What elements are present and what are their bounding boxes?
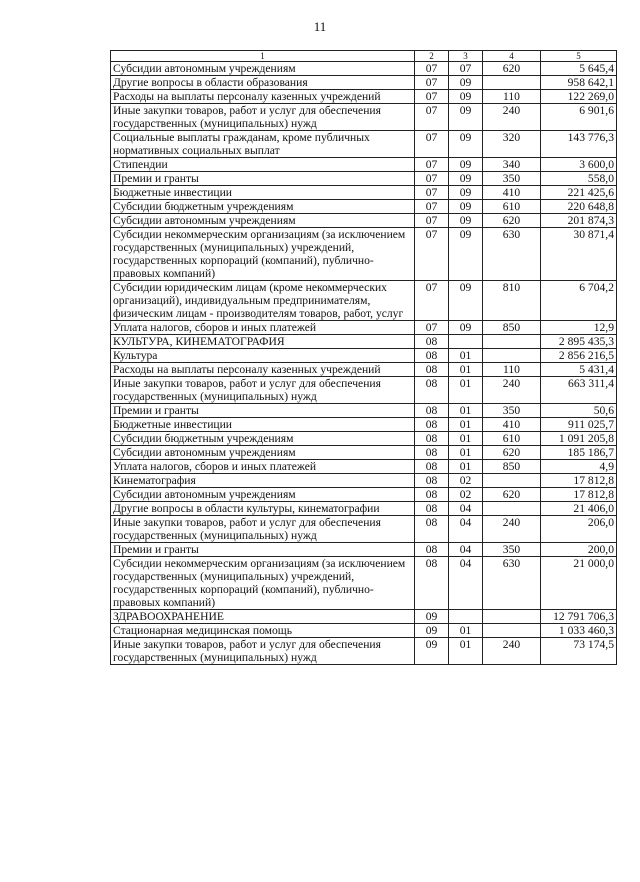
section-code: 09 — [415, 610, 449, 624]
amount: 201 874,3 — [541, 214, 617, 228]
subsection-code: 01 — [449, 432, 483, 446]
table-row — [111, 460, 617, 474]
item-name: Уплата налогов, сборов и иных платежей — [111, 460, 415, 474]
amount: 2 856 216,5 — [541, 349, 617, 363]
subsection-code: 01 — [449, 377, 483, 404]
budget-table-body — [111, 51, 617, 665]
subsection-code: 04 — [449, 557, 483, 610]
item-name: Другие вопросы в области культуры, кинематографии — [111, 502, 415, 516]
expense-type-code: 240 — [483, 638, 541, 665]
section-code: 07 — [415, 214, 449, 228]
section-code: 07 — [415, 228, 449, 281]
table-row — [111, 172, 617, 186]
table-row — [111, 516, 617, 543]
table-row — [111, 610, 617, 624]
subsection-code — [449, 610, 483, 624]
section-code: 09 — [415, 638, 449, 665]
expense-type-code — [483, 624, 541, 638]
table-row — [111, 638, 617, 665]
table-row — [111, 377, 617, 404]
item-name: Иные закупки товаров, работ и услуг для обеспечения государственных (муниципальных) нужд — [111, 638, 415, 665]
column-number-row — [111, 51, 617, 62]
table-row — [111, 104, 617, 131]
item-name: Бюджетные инвестиции — [111, 418, 415, 432]
item-name: Иные закупки товаров, работ и услуг для обеспечения государственных (муниципальных) нужд — [111, 377, 415, 404]
item-name: Другие вопросы в области образования — [111, 76, 415, 90]
amount: 12 791 706,3 — [541, 610, 617, 624]
subsection-code: 04 — [449, 543, 483, 557]
subsection-code: 01 — [449, 404, 483, 418]
section-code: 08 — [415, 335, 449, 349]
amount: 4,9 — [541, 460, 617, 474]
item-name: Стационарная медицинская помощь — [111, 624, 415, 638]
expense-type-code — [483, 474, 541, 488]
item-name: Субсидии некоммерческим организациям (за исключением государственных (муниципальных) учреждений, государственных корпораций (компаний), публично-правовых компаний) — [111, 228, 415, 281]
column-number-4: 4 — [483, 51, 541, 62]
expense-type-code: 110 — [483, 90, 541, 104]
expense-type-code: 350 — [483, 172, 541, 186]
subsection-code: 09 — [449, 186, 483, 200]
section-code: 08 — [415, 363, 449, 377]
item-name: Уплата налогов, сборов и иных платежей — [111, 321, 415, 335]
table-row — [111, 214, 617, 228]
table-row — [111, 474, 617, 488]
table-row — [111, 404, 617, 418]
table-row — [111, 76, 617, 90]
section-code: 07 — [415, 62, 449, 76]
item-name: Бюджетные инвестиции — [111, 186, 415, 200]
expense-type-code: 630 — [483, 557, 541, 610]
subsection-code: 01 — [449, 418, 483, 432]
subsection-code: 01 — [449, 349, 483, 363]
amount: 2 895 435,3 — [541, 335, 617, 349]
section-code: 07 — [415, 186, 449, 200]
table-row — [111, 158, 617, 172]
section-code: 08 — [415, 404, 449, 418]
amount: 1 091 205,8 — [541, 432, 617, 446]
expense-type-code: 620 — [483, 446, 541, 460]
expense-type-code — [483, 335, 541, 349]
subsection-code: 04 — [449, 516, 483, 543]
amount: 21 000,0 — [541, 557, 617, 610]
expense-type-code: 810 — [483, 281, 541, 321]
expense-type-code: 630 — [483, 228, 541, 281]
amount: 122 269,0 — [541, 90, 617, 104]
subsection-code: 04 — [449, 502, 483, 516]
subsection-code: 01 — [449, 460, 483, 474]
table-row — [111, 131, 617, 158]
subsection-code: 09 — [449, 281, 483, 321]
item-name: КУЛЬТУРА, КИНЕМАТОГРАФИЯ — [111, 335, 415, 349]
amount: 6 901,6 — [541, 104, 617, 131]
section-code: 08 — [415, 502, 449, 516]
item-name: Иные закупки товаров, работ и услуг для обеспечения государственных (муниципальных) нужд — [111, 104, 415, 131]
item-name: Стипендии — [111, 158, 415, 172]
subsection-code: 02 — [449, 488, 483, 502]
item-name: Премии и гранты — [111, 404, 415, 418]
amount: 200,0 — [541, 543, 617, 557]
section-code: 07 — [415, 104, 449, 131]
table-row — [111, 349, 617, 363]
expense-type-code: 240 — [483, 104, 541, 131]
expense-type-code: 240 — [483, 516, 541, 543]
subsection-code — [449, 335, 483, 349]
expense-type-code: 240 — [483, 377, 541, 404]
expense-type-code: 410 — [483, 186, 541, 200]
amount: 663 311,4 — [541, 377, 617, 404]
section-code: 08 — [415, 349, 449, 363]
expense-type-code: 350 — [483, 543, 541, 557]
item-name: Социальные выплаты гражданам, кроме публичных нормативных социальных выплат — [111, 131, 415, 158]
table-row — [111, 281, 617, 321]
section-code: 08 — [415, 516, 449, 543]
section-code: 07 — [415, 281, 449, 321]
section-code: 08 — [415, 460, 449, 474]
section-code: 07 — [415, 200, 449, 214]
subsection-code: 09 — [449, 131, 483, 158]
table-row — [111, 418, 617, 432]
section-code: 08 — [415, 432, 449, 446]
item-name: Субсидии некоммерческим организациям (за исключением государственных (муниципальных) учреждений, государственных корпораций (компаний), публично-правовых компаний) — [111, 557, 415, 610]
section-code: 09 — [415, 624, 449, 638]
subsection-code: 01 — [449, 446, 483, 460]
amount: 185 186,7 — [541, 446, 617, 460]
amount: 1 033 460,3 — [541, 624, 617, 638]
column-number-2: 2 — [415, 51, 449, 62]
item-name: Премии и гранты — [111, 172, 415, 186]
item-name: Субсидии бюджетным учреждениям — [111, 200, 415, 214]
amount: 5 645,4 — [541, 62, 617, 76]
expense-type-code: 410 — [483, 418, 541, 432]
table-row — [111, 557, 617, 610]
column-number-1: 1 — [111, 51, 415, 62]
amount: 206,0 — [541, 516, 617, 543]
expense-type-code: 620 — [483, 488, 541, 502]
item-name: Субсидии автономным учреждениям — [111, 214, 415, 228]
amount: 558,0 — [541, 172, 617, 186]
subsection-code: 09 — [449, 158, 483, 172]
section-code: 08 — [415, 446, 449, 460]
expense-type-code: 350 — [483, 404, 541, 418]
section-code: 07 — [415, 90, 449, 104]
expense-type-code: 850 — [483, 321, 541, 335]
item-name: Субсидии юридическим лицам (кроме некоммерческих организаций), индивидуальным предпринимателям, физическим лицам - производителям товаров, работ, услуг — [111, 281, 415, 321]
amount: 221 425,6 — [541, 186, 617, 200]
subsection-code: 09 — [449, 321, 483, 335]
subsection-code: 01 — [449, 363, 483, 377]
section-code: 08 — [415, 418, 449, 432]
expense-type-code — [483, 502, 541, 516]
table-row — [111, 200, 617, 214]
amount: 21 406,0 — [541, 502, 617, 516]
expense-type-code: 620 — [483, 214, 541, 228]
amount: 30 871,4 — [541, 228, 617, 281]
expense-type-code: 610 — [483, 432, 541, 446]
subsection-code: 09 — [449, 214, 483, 228]
section-code: 07 — [415, 76, 449, 90]
item-name: Кинематография — [111, 474, 415, 488]
section-code: 07 — [415, 131, 449, 158]
subsection-code: 02 — [449, 474, 483, 488]
amount: 5 431,4 — [541, 363, 617, 377]
section-code: 07 — [415, 158, 449, 172]
expense-type-code: 620 — [483, 62, 541, 76]
subsection-code: 09 — [449, 200, 483, 214]
amount: 958 642,1 — [541, 76, 617, 90]
item-name: Расходы на выплаты персоналу казенных учреждений — [111, 90, 415, 104]
item-name: Субсидии автономным учреждениям — [111, 488, 415, 502]
column-number-3: 3 — [449, 51, 483, 62]
item-name: Субсидии бюджетным учреждениям — [111, 432, 415, 446]
budget-table — [110, 50, 617, 665]
subsection-code: 01 — [449, 638, 483, 665]
subsection-code: 09 — [449, 172, 483, 186]
amount: 911 025,7 — [541, 418, 617, 432]
subsection-code: 09 — [449, 90, 483, 104]
section-code: 07 — [415, 172, 449, 186]
table-row — [111, 502, 617, 516]
table-row — [111, 90, 617, 104]
section-code: 08 — [415, 488, 449, 502]
amount: 6 704,2 — [541, 281, 617, 321]
subsection-code: 09 — [449, 76, 483, 90]
amount: 3 600,0 — [541, 158, 617, 172]
section-code: 08 — [415, 377, 449, 404]
expense-type-code: 320 — [483, 131, 541, 158]
expense-type-code — [483, 349, 541, 363]
table-row — [111, 363, 617, 377]
item-name: Расходы на выплаты персоналу казенных учреждений — [111, 363, 415, 377]
expense-type-code: 850 — [483, 460, 541, 474]
subsection-code: 09 — [449, 228, 483, 281]
column-number-5: 5 — [541, 51, 617, 62]
expense-type-code: 340 — [483, 158, 541, 172]
subsection-code: 01 — [449, 624, 483, 638]
amount: 143 776,3 — [541, 131, 617, 158]
section-code: 07 — [415, 321, 449, 335]
section-code: 08 — [415, 557, 449, 610]
expense-type-code — [483, 76, 541, 90]
section-code: 08 — [415, 543, 449, 557]
amount: 50,6 — [541, 404, 617, 418]
page-number: 11 — [313, 19, 327, 34]
table-row — [111, 432, 617, 446]
item-name: Субсидии автономным учреждениям — [111, 446, 415, 460]
amount: 17 812,8 — [541, 488, 617, 502]
item-name: Премии и гранты — [111, 543, 415, 557]
table-row — [111, 321, 617, 335]
item-name: Субсидии автономным учреждениям — [111, 62, 415, 76]
subsection-code: 07 — [449, 62, 483, 76]
table-row — [111, 335, 617, 349]
item-name: ЗДРАВООХРАНЕНИЕ — [111, 610, 415, 624]
table-row — [111, 624, 617, 638]
table-row — [111, 446, 617, 460]
item-name: Культура — [111, 349, 415, 363]
amount: 73 174,5 — [541, 638, 617, 665]
amount: 12,9 — [541, 321, 617, 335]
amount: 17 812,8 — [541, 474, 617, 488]
amount: 220 648,8 — [541, 200, 617, 214]
expense-type-code: 110 — [483, 363, 541, 377]
expense-type-code — [483, 610, 541, 624]
section-code: 08 — [415, 474, 449, 488]
table-row — [111, 62, 617, 76]
expense-type-code: 610 — [483, 200, 541, 214]
subsection-code: 09 — [449, 104, 483, 131]
table-row — [111, 186, 617, 200]
table-row — [111, 488, 617, 502]
table-row — [111, 543, 617, 557]
item-name: Иные закупки товаров, работ и услуг для обеспечения государственных (муниципальных) нужд — [111, 516, 415, 543]
table-row — [111, 228, 617, 281]
